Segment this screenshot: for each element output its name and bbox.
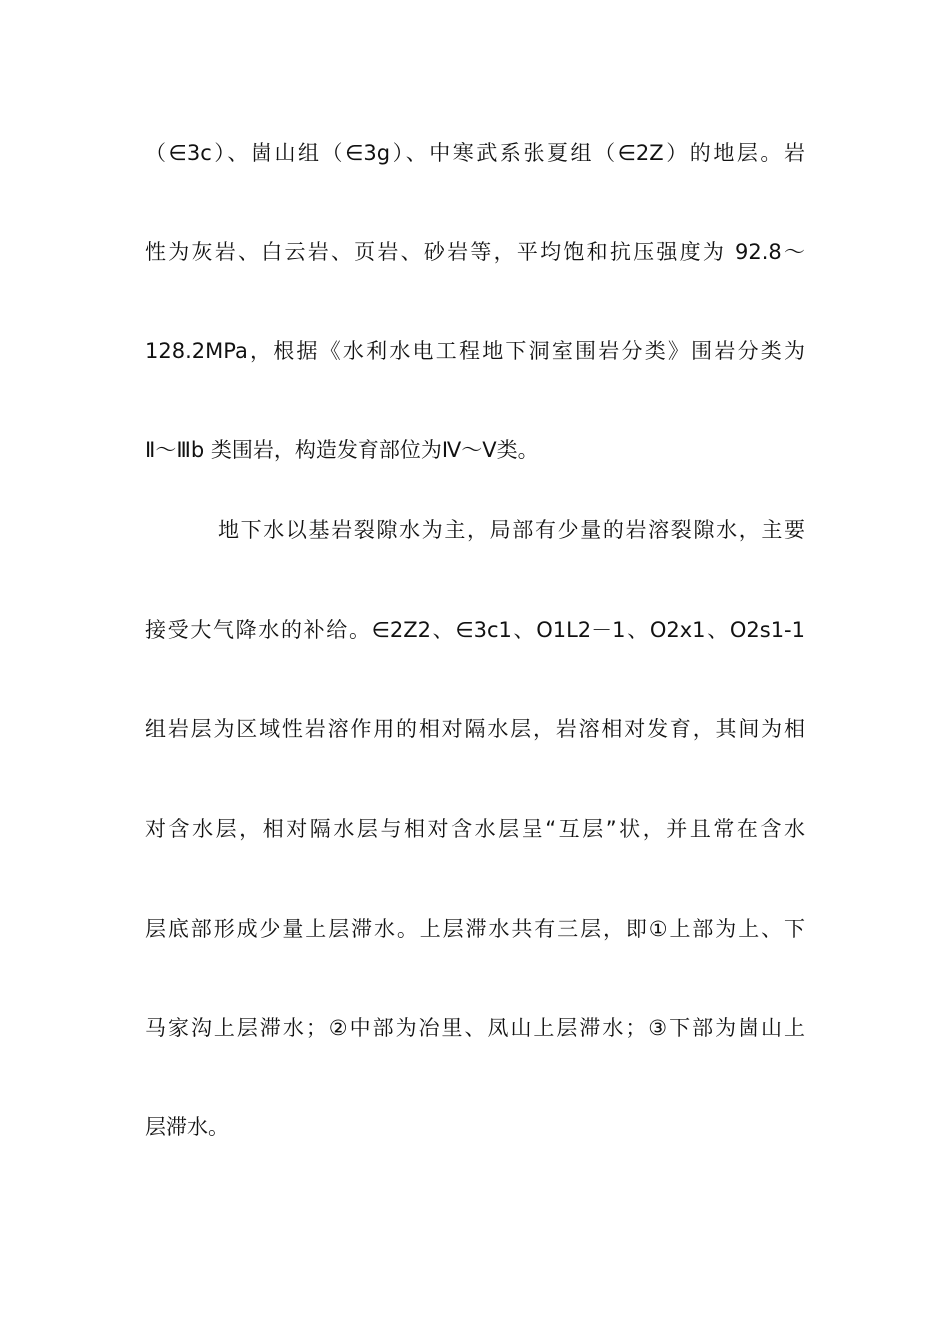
paragraph-line: 组岩层为区域性岩溶作用的相对隔水层，岩溶相对发育，其间为相: [145, 717, 805, 741]
paragraph-line: Ⅱ～Ⅲb 类围岩，构造发育部位为Ⅳ～Ⅴ类。: [145, 438, 539, 462]
paragraph-line: 层底部形成少量上层滞水。上层滞水共有三层，即①上部为上、下: [145, 917, 805, 941]
paragraph-line: 接受大气降水的补给。∈2Z2、∈3c1、O1L2－1、O2x1、O2s1-1: [145, 618, 805, 642]
paragraph-line: 对含水层，相对隔水层与相对含水层呈“互层”状，并且常在含水: [145, 817, 805, 841]
paragraph-line: 128.2MPa，根据《水利水电工程地下洞室围岩分类》围岩分类为: [145, 339, 805, 363]
paragraph-line: 性为灰岩、白云岩、页岩、砂岩等，平均饱和抗压强度为 92.8～: [145, 240, 805, 264]
paragraph-line: 层滞水。: [145, 1115, 229, 1139]
paragraph-line: 地下水以基岩裂隙水为主，局部有少量的岩溶裂隙水，主要: [218, 518, 805, 542]
paragraph-line: 马家沟上层滞水；②中部为冶里、凤山上层滞水；③下部为崮山上: [145, 1016, 805, 1040]
paragraph-line: （∈3c）、崮山组（∈3g）、中寒武系张夏组（∈2Z）的地层。岩: [145, 141, 805, 165]
